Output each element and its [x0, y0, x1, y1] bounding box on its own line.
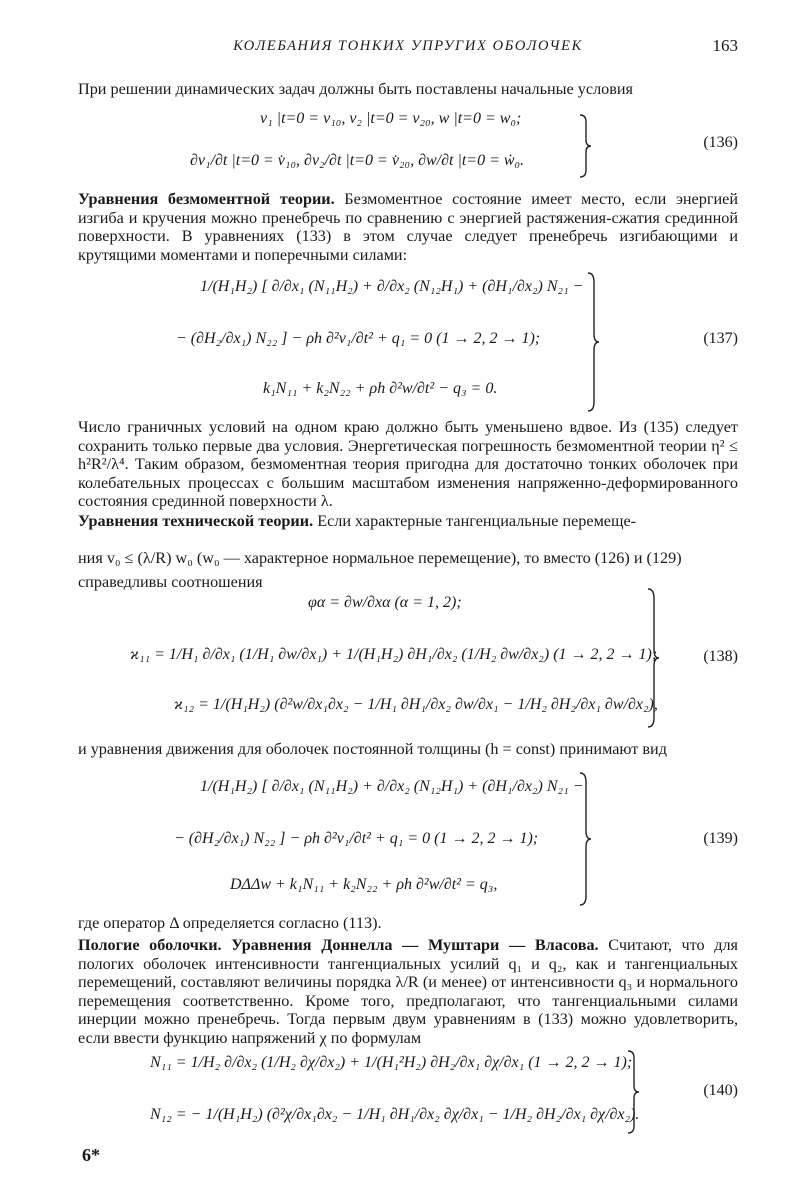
right-brace-icon — [646, 588, 660, 728]
equation-number: (139) — [703, 830, 738, 847]
right-brace-icon — [586, 272, 600, 412]
page-header — [78, 36, 738, 60]
equation-line: − (∂H₂/∂x₁) N₂₂ ] − ρh ∂²v₁/∂t² + q₁ = 0 (1 → 2, 2 → 1); — [174, 830, 539, 847]
paragraph-text: ния v₀ ≤ (λ/R) w₀ (w₀ — характерное нормальное перемещение), то вместо (126) и (129) — [78, 548, 682, 567]
paragraph-heading: Пологие оболочки. Уравнения Доннелла — Муштари — Власова. — [78, 936, 599, 954]
equation-number: (136) — [703, 134, 738, 151]
brace — [646, 588, 652, 728]
equation-line: − (∂H₂/∂x₁) N₂₂ ] − ρh ∂²v₁/∂t² + q₁ = 0 (1 → 2, 2 → 1); — [176, 330, 541, 347]
equation-line: k₁N₁₁ + k₂N₂₂ + ρh ∂²w/∂t² − q₃ = 0. — [263, 380, 498, 397]
equation-140 — [78, 1046, 738, 1142]
paragraph-body: Если характерные тангенциальные перемеще- — [313, 512, 637, 530]
equation-line: 1/(H₁H₂) [ ∂/∂x₁ (N₁₁H₂) + ∂/∂x₂ (N₁₂H₁) + (∂H₁/∂x₂) N₂₁ − — [200, 278, 584, 295]
equation-line: ϰ₁₁ = 1/H₁ ∂/∂x₁ (1/H₁ ∂w/∂x₁) + 1/(H₁H₂) ∂H₁/∂x₂ (1/H₂ ∂w/∂x₂) (1 → 2, 2 → 1); — [130, 646, 658, 663]
equation-number: (137) — [703, 330, 738, 347]
equation-line: ϰ₁₂ = 1/(H₁H₂) (∂²w/∂x₁∂x₂ − 1/H₁ ∂H₁/∂x₂ ∂w/∂x₁ − 1/H₂ ∂H₂/∂x₁ ∂w/∂x₂), — [174, 696, 658, 713]
equation-line: N₁₁ = 1/H₂ ∂/∂x₂ (1/H₂ ∂χ/∂x₂) + 1/(H₁²H₂) ∂H₂/∂x₁ ∂χ/∂x₁ (1 → 2, 2 → 1); — [150, 1054, 633, 1071]
equation-138 — [78, 588, 738, 736]
paragraph-text: где оператор Δ определяется согласно (113). — [78, 914, 382, 932]
right-brace-icon — [626, 1050, 640, 1134]
paragraph-body: Безмоментное состояние имеет место, если энергией изгиба и кручения можно пренебречь по сравнению с энергией растяжения-сжатия срединной поверхности. В уравнениях (133) в этом случае следует пренебречь изгибающими и крутящими моментами и поперечными силами: — [78, 190, 738, 264]
paragraph-body: Считают, что для пологих оболочек интенсивности тангенциальных усилий q₁ и q₂, как и тангенциальных перемещений, составляют величины порядка λ/R (и менее) от интенсивности q₃ и нормального перемещения соответственно. Кроме того, предполагают, что тангенциальными силами инерции можно пренебречь. Тогда первым двум уравнениям в (133) можно удовлетворить, если ввести функцию напряжений χ по формулам — [78, 936, 739, 1047]
signature-mark: 6* — [82, 1145, 100, 1165]
paragraph-membrane-theory — [78, 190, 738, 264]
paragraph-text — [78, 512, 738, 531]
equation-number: (140) — [703, 1082, 738, 1099]
paragraph-initial-conditions — [78, 80, 738, 99]
paragraph-text: При решении динамических задач должны быть поставлены начальные условия — [78, 80, 633, 98]
equation-line: DΔΔw + k₁N₁₁ + k₂N₂₂ + ρh ∂²w/∂t² = q₃, — [230, 876, 498, 893]
paragraph-heading: Уравнения безмоментной теории. — [78, 190, 335, 208]
brace — [578, 114, 584, 178]
paragraph-technical-theory — [78, 512, 738, 592]
paragraph-text: и уравнения движения для оболочек постоянной толщины (h = const) принимают вид — [78, 740, 667, 758]
brace — [578, 772, 584, 906]
page-number: 163 — [712, 36, 738, 55]
equation-line: N₁₂ = − 1/(H₁H₂) (∂²χ/∂x₁∂x₂ − 1/H₁ ∂H₁/∂x₂ ∂χ/∂x₁ − 1/H₂ ∂H₂/∂x₁ ∂χ/∂x₂). — [150, 1106, 640, 1123]
equation-line: v₁ |t=0 = v₁₀, v₂ |t=0 = v₂₀, w |t=0 = w₀; — [260, 110, 522, 127]
right-brace-icon — [578, 772, 592, 906]
equation-136 — [78, 108, 738, 186]
equation-line: ∂v₁/∂t |t=0 = v̇₁₀, ∂v₂/∂t |t=0 = v̇₂₀, ∂w/∂t |t=0 = ẇ₀. — [190, 152, 525, 169]
equation-137 — [78, 268, 738, 418]
equation-line: φα = ∂w/∂xα (α = 1, 2); — [308, 594, 462, 611]
brace — [586, 272, 592, 412]
paragraph-text: справедливы соотношения — [78, 573, 263, 592]
brace — [626, 1050, 632, 1134]
paragraph-motion-equations — [78, 740, 738, 759]
paragraph-heading: Уравнения технической теории. — [78, 512, 314, 530]
paragraph-text — [78, 936, 738, 1048]
paragraph-operator — [78, 914, 738, 933]
equation-139 — [78, 770, 738, 910]
right-brace-icon — [578, 114, 592, 178]
paragraph-text — [78, 190, 738, 264]
equation-number: (138) — [703, 648, 738, 665]
paragraph-shallow-shells — [78, 936, 738, 1048]
equation-line: 1/(H₁H₂) [ ∂/∂x₁ (N₁₁H₂) + ∂/∂x₂ (N₁₂H₁) + (∂H₁/∂x₂) N₂₁ − — [200, 778, 584, 795]
paragraph-text: Число граничных условий на одном краю должно быть уменьшено вдвое. Из (135) следует сохранить только первые два условия. Энергетическая погрешность безмоментной теории η² ≤ h²R²/λ⁴. Таким образом, безмоментная теория пригодна для достаточно тонких оболочек при колебательных процессах с большим масштабом изменения напряженно-деформированного состояния срединной поверхности λ. — [78, 418, 738, 511]
running-title: КОЛЕБАНИЯ ТОНКИХ УПРУГИХ ОБОЛОЧЕК — [233, 38, 583, 54]
paragraph-boundary-conditions — [78, 418, 738, 511]
